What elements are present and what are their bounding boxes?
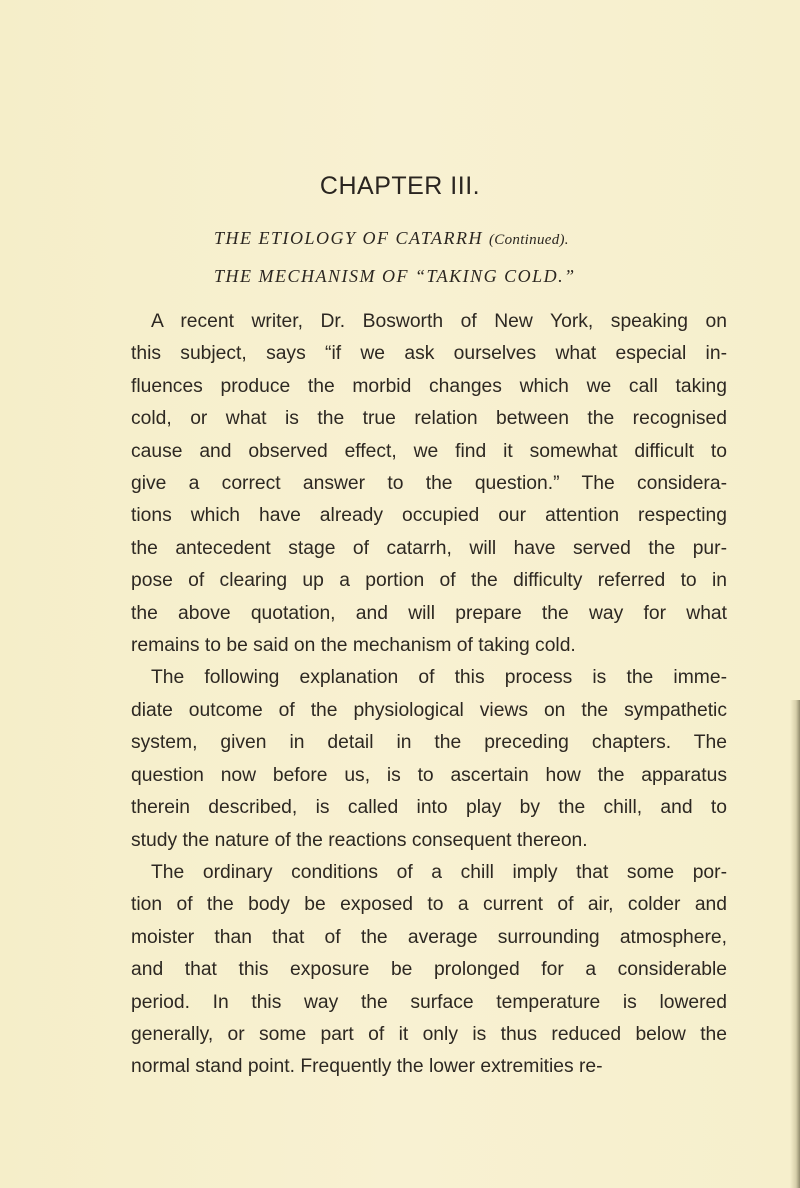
text-line: cold, or what is the true relation between the recognised bbox=[131, 408, 727, 430]
text-line: pose of clearing up a portion of the difficulty referred to in bbox=[131, 570, 727, 592]
text-line: A recent writer, Dr. Bosworth of New York, speaking on bbox=[151, 311, 727, 332]
text-line: give a correct answer to the question.” The considera- bbox=[131, 473, 727, 495]
text-line: therein described, is called into play by the chill, and to bbox=[131, 797, 727, 819]
subtitle-etiology-text: THE ETIOLOGY OF CATARRH bbox=[214, 228, 490, 248]
text-line: generally, or some part of it only is thus reduced below the bbox=[131, 1023, 727, 1045]
chapter-subtitle-mechanism: THE MECHANISM OF “TAKING COLD.” bbox=[214, 266, 576, 286]
text-line: fluences produce the morbid changes which we call taking bbox=[131, 375, 727, 397]
text-line: cause and observed effect, we find it somewhat difficult to bbox=[131, 440, 727, 462]
text-line: the antecedent stage of catarrh, will have served the pur- bbox=[131, 537, 727, 559]
text-line: diate outcome of the physiological views on the sympathetic bbox=[131, 699, 727, 721]
text-line: system, given in detail in the preceding chapters. The bbox=[131, 732, 727, 754]
text-line: the above quotation, and will prepare the way for what bbox=[131, 602, 727, 624]
text-line: remains to be said on the mechanism of taking cold. bbox=[131, 635, 576, 657]
text-line: moister than that of the average surrounding atmosphere, bbox=[131, 926, 727, 948]
text-line: study the nature of the reactions consequent thereon. bbox=[131, 829, 588, 851]
text-line: and that this exposure be prolonged for a considerable bbox=[131, 959, 727, 981]
text-line: this subject, says “if we ask ourselves what especial in- bbox=[131, 343, 727, 365]
body-text bbox=[131, 306, 727, 1084]
text-line: period. In this way the surface temperature is lowered bbox=[131, 991, 727, 1013]
page-edge-shadow bbox=[790, 700, 800, 1188]
text-line: The ordinary conditions of a chill imply that some por- bbox=[151, 861, 727, 883]
text-line: tion of the body be exposed to a current of air, colder and bbox=[131, 894, 727, 916]
chapter-subtitle-etiology bbox=[214, 228, 569, 249]
chapter-title: CHAPTER III. bbox=[319, 172, 481, 200]
text-line: normal stand point. Frequently the lower extremities re- bbox=[131, 1056, 603, 1078]
text-line: The following explanation of this process is the imme- bbox=[151, 667, 727, 689]
text-line: tions which have already occupied our attention respecting bbox=[131, 505, 727, 527]
subtitle-continued-note: (Continued). bbox=[489, 232, 569, 248]
text-line: question now before us, is to ascertain how the apparatus bbox=[131, 764, 727, 786]
